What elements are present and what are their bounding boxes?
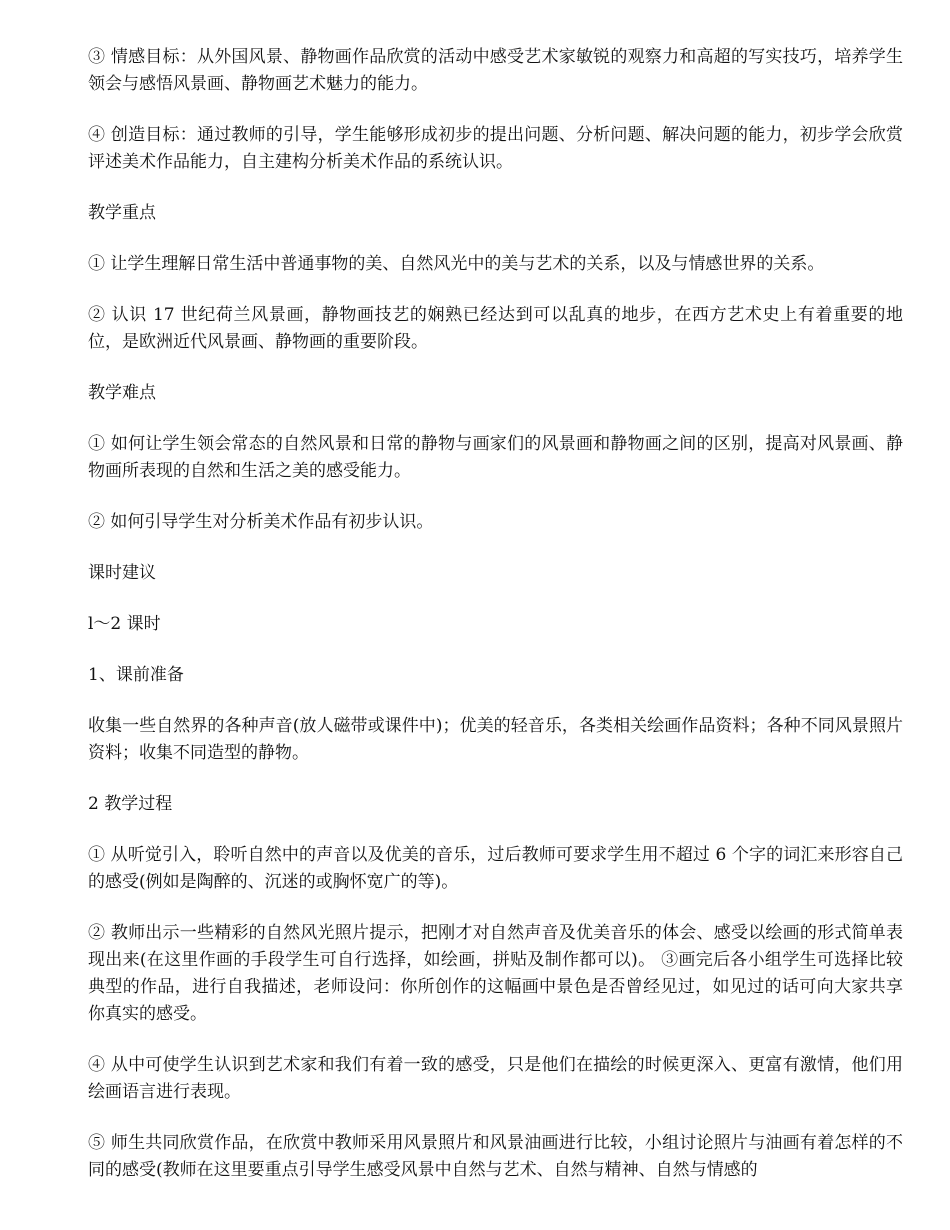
paragraph-difficulty-2: ② 如何引导学生对分析美术作品有初步认识。 (88, 512, 434, 532)
paragraph-process-2: ② 教师出示一些精彩的自然风光照片提示，把刚才对自然声音及优美音乐的体会、感受以绘画的形式简单表现出来(在这里作画的手段学生可自行选择，如绘画，拼贴及制作都可以)。 ③画完后各小组学生可选择比较典型的作品，进行自我描述，老师设问：你所创作的这幅画中景色是否曾经见过，如见过的话可向大家共享你真实的感受。 (88, 923, 903, 1024)
document-page (88, 44, 903, 1208)
heading-lesson-suggestion: 课时建议 (88, 563, 156, 583)
heading-preparation: 1、课前准备 (88, 665, 184, 685)
paragraph-difficulty-1: ① 如何让学生领会常态的自然风景和日常的静物与画家们的风景画和静物画之间的区别，提高对风景画、静物画所表现的自然和生活之美的感受能力。 (88, 434, 903, 481)
paragraph-lesson-count: l～2 课时 (88, 614, 161, 634)
paragraph-process-4: ④ 从中可使学生认识到艺术家和我们有着一致的感受，只是他们在描绘的时候更深入、更富有激情，他们用绘画语言进行表现。 (88, 1055, 903, 1102)
paragraph-focus-1: ① 让学生理解日常生活中普通事物的美、自然风光中的美与艺术的关系，以及与情感世界的关系。 (88, 254, 825, 274)
paragraph-preparation: 收集一些自然界的各种声音(放人磁带或课件中)；优美的轻音乐，各类相关绘画作品资料；各种不同风景照片资料；收集不同造型的静物。 (88, 716, 903, 763)
heading-teaching-process: 2 教学过程 (88, 794, 173, 814)
paragraph-emotion-goal: ③ 情感目标：从外国风景、静物画作品欣赏的活动中感受艺术家敏锐的观察力和高超的写实技巧，培养学生领会与感悟风景画、静物画艺术魅力的能力。 (88, 47, 903, 94)
heading-teaching-focus: 教学重点 (88, 203, 156, 223)
heading-teaching-difficulty: 教学难点 (88, 383, 156, 403)
paragraph-focus-2: ② 认识 17 世纪荷兰风景画，静物画技艺的娴熟已经达到可以乱真的地步，在西方艺术史上有着重要的地位，是欧洲近代风景画、静物画的重要阶段。 (88, 305, 903, 352)
paragraph-creation-goal: ④ 创造目标：通过教师的引导，学生能够形成初步的提出问题、分析问题、解决问题的能力，初步学会欣赏评述美术作品能力，自主建构分析美术作品的系统认识。 (88, 125, 903, 172)
paragraph-process-5: ⑤ 师生共同欣赏作品，在欣赏中教师采用风景照片和风景油画进行比较，小组讨论照片与油画有着怎样的不同的感受(教师在这里要重点引导学生感受风景中自然与艺术、自然与精神、自然与情感的 (88, 1133, 903, 1180)
paragraph-process-1: ① 从听觉引入，聆听自然中的声音以及优美的音乐，过后教师可要求学生用不超过 6 个字的词汇来形容自己的感受(例如是陶醉的、沉迷的或胸怀宽广的等)。 (88, 845, 903, 892)
